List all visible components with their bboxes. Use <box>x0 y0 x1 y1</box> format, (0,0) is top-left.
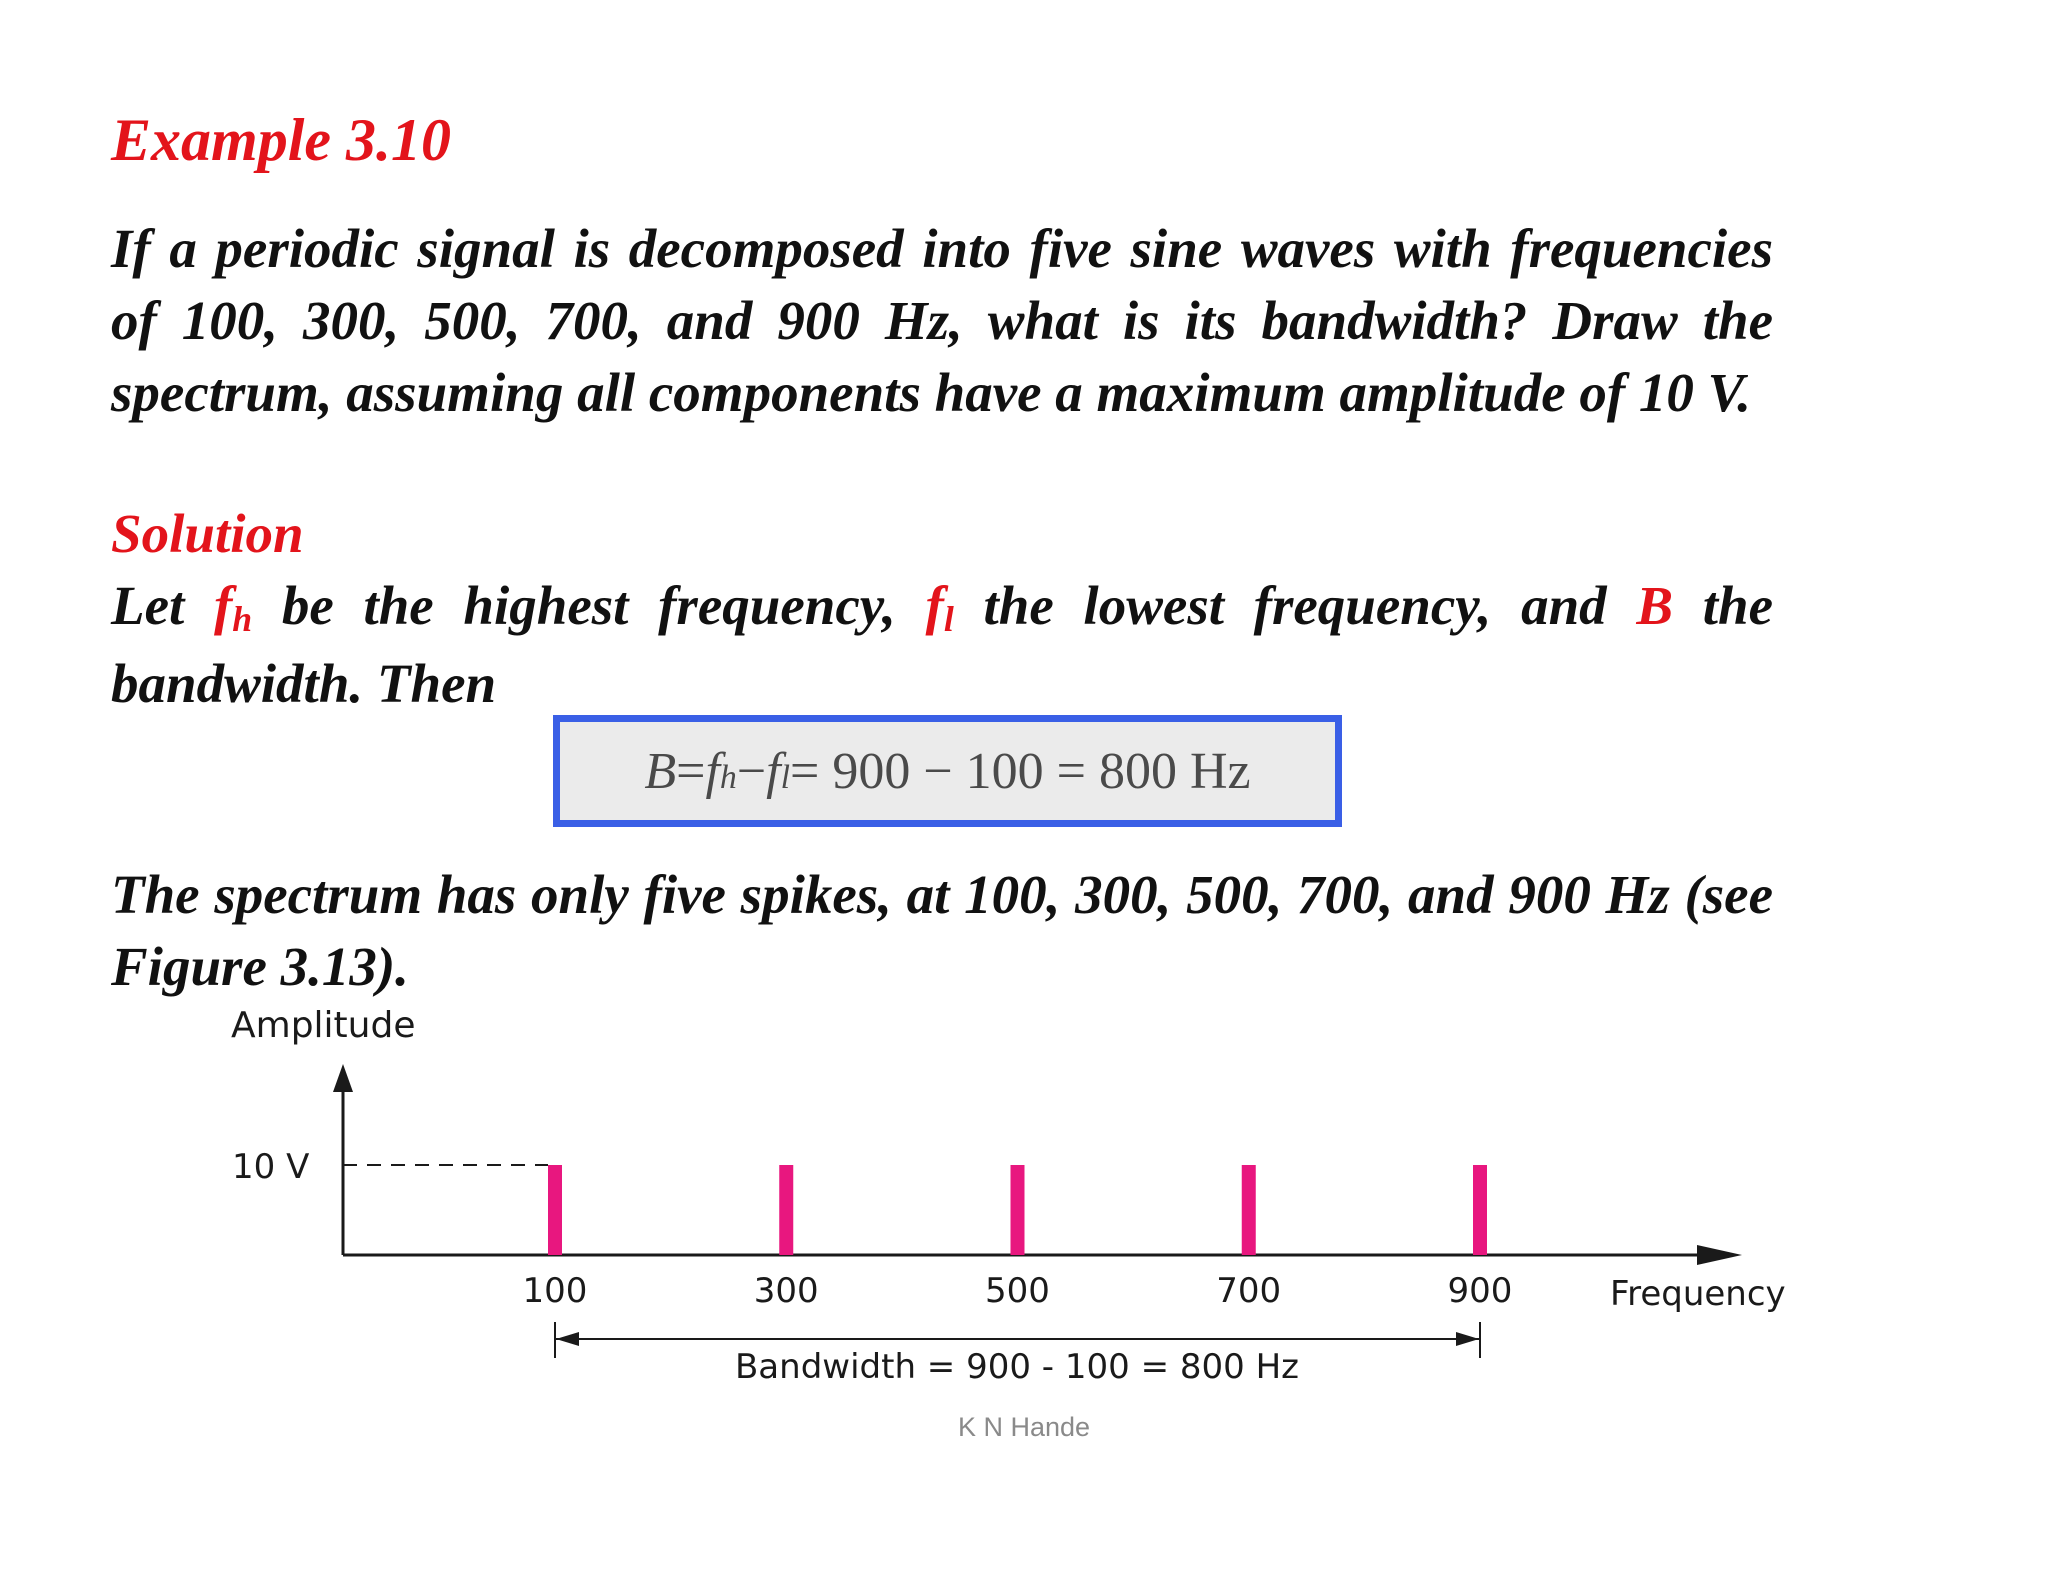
tick-label-900: 900 <box>1447 1271 1513 1311</box>
spike-500 <box>1011 1165 1025 1255</box>
spike-300 <box>779 1165 793 1255</box>
bandwidth-left-arrow-icon <box>556 1332 579 1346</box>
let-text: Let <box>111 575 214 636</box>
spike-900 <box>1473 1165 1487 1255</box>
conclusion-text: The spectrum has only five spikes, at 100, 300, 500, 700, and 900 Hz (see Figure 3.13). <box>111 864 1773 997</box>
fl-symbol: fl <box>925 575 954 640</box>
solution-text-3: the bandwidth. Then <box>111 575 1773 714</box>
tick-label-700: 700 <box>1216 1271 1282 1311</box>
spike-group <box>548 1165 1487 1255</box>
tick-label-100: 100 <box>522 1271 588 1311</box>
bandwidth-right-arrow-icon <box>1456 1332 1479 1346</box>
problem-statement: If a periodic signal is decomposed into five sine waves with frequencies of 100, 300, 500, 700, and 900 Hz, what is its bandwidth? Draw the spectrum, assuming all components have a maximum amplitude of 10 V. <box>111 218 1773 423</box>
b-symbol: B <box>1636 575 1674 636</box>
spike-100 <box>548 1165 562 1255</box>
solution-text-1: be the highest frequency, <box>252 575 926 636</box>
solution-heading: Solution <box>111 503 304 564</box>
example-title: Example 3.10 <box>111 107 451 173</box>
tick-labels <box>523 1271 1513 1311</box>
spike-700 <box>1242 1165 1256 1255</box>
y-axis-arrow-icon <box>333 1064 353 1092</box>
amplitude-label: 10 V <box>232 1147 310 1187</box>
tick-label-500: 500 <box>985 1271 1050 1311</box>
y-axis-label: Amplitude <box>231 1005 416 1046</box>
footer-author: K N Hande <box>957 1412 1091 1442</box>
x-axis-label: Frequency <box>1610 1274 1786 1314</box>
tick-label-300: 300 <box>753 1271 819 1311</box>
bandwidth-formula: B = f h − f l = 900 − 100 = 800 Hz <box>553 715 1342 827</box>
bandwidth-label: Bandwidth = 900 - 100 = 800 Hz <box>734 1347 1300 1387</box>
solution-text-2: the lowest frequency, and <box>953 575 1637 636</box>
fh-symbol: fh <box>213 575 253 640</box>
x-axis-arrow-icon <box>1697 1245 1742 1265</box>
